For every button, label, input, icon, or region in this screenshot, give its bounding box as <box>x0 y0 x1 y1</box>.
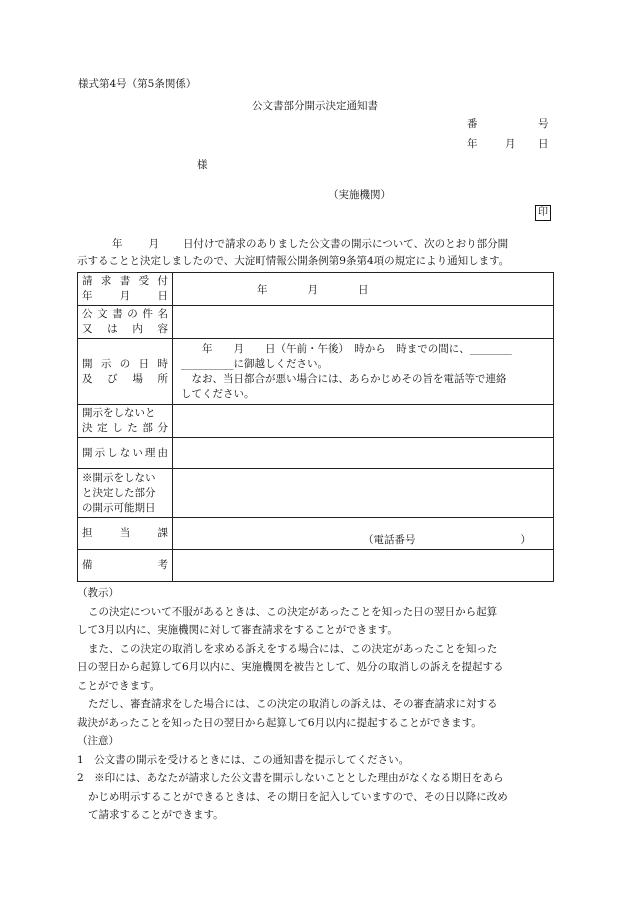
label-char: 請 <box>82 275 93 287</box>
number-label-go: 号 <box>538 118 549 130</box>
label-receipt-date <box>78 273 173 306</box>
label-line <box>82 526 168 541</box>
addressee-suffix: 様 <box>197 159 208 171</box>
table-row <box>78 339 554 405</box>
disclosure-table <box>77 272 554 582</box>
label-char: 付 <box>157 275 168 287</box>
note-1: 1 公文書の開示を受けるときには、この通知書を提示してください。 <box>77 753 410 766</box>
label-char: 場 <box>132 372 143 385</box>
label-char: 内 <box>132 323 143 335</box>
label-undisclosed-part <box>78 405 173 438</box>
label-char: な <box>119 446 131 459</box>
label-disclosure-datetime-place <box>78 339 173 405</box>
label-document-title <box>78 306 173 339</box>
label-char: 書 <box>119 275 131 287</box>
value-remarks <box>173 550 554 582</box>
table-row <box>78 405 554 438</box>
instruction-p2-line3: ことができます。 <box>77 679 161 692</box>
receipt-year: 年 <box>257 284 268 296</box>
instruction-p2-line1: また、この決定の取消しを求める訴えをする場合には、この決定があったことを知った <box>88 642 498 655</box>
label-char: 備 <box>82 559 93 571</box>
label-char: 定 <box>97 422 108 434</box>
label-line <box>82 357 168 372</box>
label-char: 名 <box>157 308 168 320</box>
value-disclosable-date <box>173 469 554 518</box>
label-char: 決 <box>82 422 93 434</box>
note-2-line2: かじめ明示することができるときは、その期日を記入していますので、その日以降に改め <box>88 790 508 803</box>
label-char: 容 <box>157 323 168 335</box>
label-char: 日 <box>157 290 168 302</box>
label-disclosable-date <box>78 469 173 518</box>
label-char: 文 <box>97 308 108 320</box>
note-2-line3: て請求することができます。 <box>88 809 224 821</box>
label-char: し <box>112 422 123 434</box>
label-line <box>82 307 168 322</box>
table-row <box>78 469 554 518</box>
label-char: 所 <box>157 372 168 385</box>
instruction-p1-line1: この決定について不服があるときは、この決定があったことを知った日の翌日から起算 <box>88 605 498 618</box>
label-char: 課 <box>157 527 168 539</box>
label-line <box>82 274 168 289</box>
number-label-ban: 番 <box>467 118 478 130</box>
label-line <box>82 322 168 337</box>
table-row <box>78 550 554 582</box>
label-department <box>78 518 173 550</box>
label-char: 書 <box>112 308 123 320</box>
date-day-label: 日 <box>538 138 549 150</box>
value-nondisclosure-reason <box>173 438 554 469</box>
label-char: 開 <box>82 357 93 370</box>
note-2-line1: 2 ※印には、あなたが請求した公文書を開示しないこととした理由がなくなる期日をあら <box>77 772 504 784</box>
label-line <box>82 289 168 304</box>
label-char: 部 <box>142 422 153 434</box>
datetime-line1: 年 月 日（午前・午後） 時から 時までの間に、________ <box>181 342 512 355</box>
instruction-heading: （教示） <box>77 587 119 599</box>
table-row <box>78 518 554 550</box>
label-line: ※開示をしない <box>82 471 156 484</box>
phone-number-label: （電話番号 ） <box>363 534 531 546</box>
date-month-label: 月 <box>505 138 516 150</box>
agency-label: （実施機関） <box>328 189 391 201</box>
date-year-label: 年 <box>467 138 478 150</box>
datetime-line4: してください。 <box>181 387 255 400</box>
label-line: の開示可能期日 <box>82 501 156 514</box>
label-char: 月 <box>119 290 131 302</box>
label-char: 又 <box>82 323 93 335</box>
label-char: び <box>107 372 118 385</box>
label-nondisclosure-reason <box>78 438 173 469</box>
label-char: い <box>132 446 143 459</box>
label-remarks <box>78 550 173 582</box>
label-line <box>82 372 168 387</box>
document-title: 公文書部分開示決定通知書 <box>252 100 378 112</box>
label-char: 示 <box>94 446 106 459</box>
table-row <box>78 306 554 339</box>
label-char: 及 <box>82 372 93 385</box>
instruction-section <box>77 584 555 825</box>
label-char: 分 <box>157 422 168 434</box>
label-char: の <box>119 357 131 370</box>
label-char: 件 <box>142 308 153 320</box>
label-char: 由 <box>157 446 168 459</box>
instruction-p3-line1: ただし、審査請求をした場合には、この決定の取消しの訴えは、その審査請求に対する <box>88 698 498 710</box>
value-document-title <box>173 306 554 339</box>
intro-text <box>77 236 552 270</box>
intro-line2: 示することと決定しましたので、大淀町情報公開条例第9条第4項の規定により通知します。 <box>77 255 510 267</box>
intro-line1-rest: 日付けで請求のありました公文書の開示について、次のとおり部分開 <box>183 238 509 250</box>
seal-mark: 印 <box>535 205 551 221</box>
label-char: 時 <box>157 357 168 370</box>
label-char: は <box>107 323 118 335</box>
label-char: 開 <box>82 446 93 459</box>
intro-month: 月 <box>148 238 159 250</box>
instruction-p1-line2: して3月以内に、実施機関に対して審査請求をすることができます。 <box>77 624 398 636</box>
label-char: 考 <box>157 559 168 571</box>
instruction-p3-line2: 裁決があったことを知った日の翌日から起算して6月以内に提起することができます。 <box>77 716 482 729</box>
datetime-line3: なお、当日都合が悪い場合には、あらかじめその旨を電話等で連絡 <box>181 372 507 385</box>
label-char: 公 <box>82 308 93 320</box>
datetime-line2: __________に御越しください。 <box>181 357 328 370</box>
label-char: 日 <box>138 357 150 370</box>
label-char: 理 <box>144 446 156 459</box>
form-number: 様式第4号（第5条関係） <box>78 78 197 90</box>
label-char: 受 <box>138 275 150 287</box>
label-char: 年 <box>82 290 93 302</box>
receipt-day: 日 <box>358 284 369 296</box>
label-char: 示 <box>100 357 112 370</box>
label-char: の <box>127 308 138 320</box>
notes-heading: （注意） <box>77 735 119 747</box>
intro-year: 年 <box>112 238 123 250</box>
table-row <box>78 273 554 306</box>
label-line <box>82 446 168 461</box>
label-char: 求 <box>100 275 112 287</box>
value-receipt-date <box>173 273 554 306</box>
receipt-month: 月 <box>307 284 318 296</box>
table-row <box>78 438 554 469</box>
value-department <box>173 518 554 550</box>
value-undisclosed-part <box>173 405 554 438</box>
label-line <box>82 558 168 573</box>
label-char: 当 <box>119 527 131 539</box>
instruction-p2-line2: 日の翌日から起算して6月以内に、実施機関を被告として、処分の取消しの訴えを提起する <box>77 661 504 673</box>
label-line: と決定した部分 <box>82 486 156 499</box>
label-char: 担 <box>82 527 93 539</box>
label-char: た <box>127 422 138 434</box>
value-disclosure-datetime-place <box>173 339 554 405</box>
label-line <box>82 421 168 436</box>
label-char: し <box>107 446 118 459</box>
label-line: 開示をしないと <box>82 407 156 419</box>
